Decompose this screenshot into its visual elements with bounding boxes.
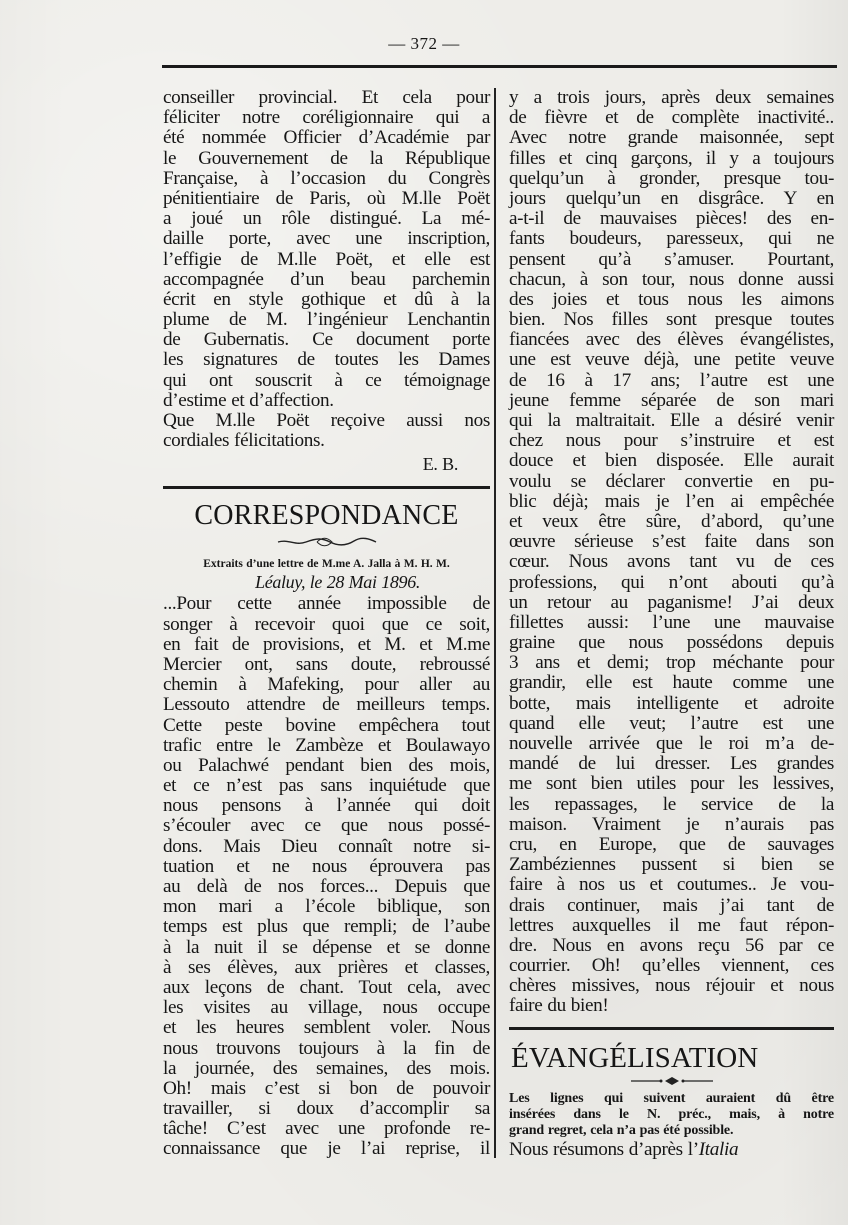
text-line: et veux être sûre, d’abord, qu’une xyxy=(509,510,834,532)
text-line: tâche! C’est avec une profonde re- xyxy=(163,1118,490,1140)
text-line: le Gouvernement de la République xyxy=(163,147,490,169)
text-line: été nommée Officier d’Académie par xyxy=(163,127,490,149)
text-line: chacun, à son tour, nous donne aussi xyxy=(509,268,834,290)
text-line: 3 ans et demi; trop méchante pour xyxy=(509,652,834,674)
text-line: cru, en Europe, que de sauvages xyxy=(509,833,834,855)
text-line: œuvre sérieuse s’est faite dans son xyxy=(509,531,834,553)
text-line: mandé de lui dresser. Les grandes xyxy=(509,753,834,775)
text-line: faire à nos us et coutumes.. Je vou- xyxy=(509,874,834,896)
text-line: grandir, elle est haute comme une xyxy=(509,672,834,694)
text-line: plume de M. l’ingénieur Lenchantin xyxy=(163,309,490,331)
text-line: au delà de nos forces... Depuis que xyxy=(163,876,490,897)
text-line: nous pensons à l’année qui doit xyxy=(163,795,490,817)
editor-note-line: insérées dans le N. préc., mais, à notre xyxy=(509,1106,834,1122)
text-line: a-t-il de mauvaises pièces! des en- xyxy=(509,208,834,230)
text-line: Avec notre grande maisonnée, sept xyxy=(509,127,834,149)
text-line: accompagnée d’un beau parchemin xyxy=(163,268,490,290)
column-divider xyxy=(494,88,496,1158)
text-line: une est veuve déjà, une petite veuve xyxy=(509,349,834,371)
text-line: cœur. Nous avons tant vu de ces xyxy=(509,551,834,573)
text-line: des joies et tous nous les aimons xyxy=(509,288,834,310)
text-line: chemin à Mafeking, pour aller au xyxy=(163,674,490,696)
text-line: qui la maltraitait. Elle a désiré venir xyxy=(509,410,834,431)
text-line: nouvelle arrivée que le roi m’a de- xyxy=(509,733,834,754)
text-line: chez nous pour s’instruire et est xyxy=(509,430,834,452)
left-opening-article xyxy=(163,88,490,478)
text-line: Zambéziennes pussent si bien se xyxy=(509,854,834,876)
text-line xyxy=(509,1140,834,1160)
text-line: dons. Mais Dieu connaît notre si- xyxy=(163,835,490,857)
text-line: tuation et ne nous éprouvera pas xyxy=(163,855,490,877)
text-line: pensent qu’à s’amuser. Pourtant, xyxy=(509,248,834,270)
text-line: les signatures de toutes les Dames xyxy=(163,349,490,371)
text-line: douce et bien disposée. Elle aurait xyxy=(509,450,834,472)
text-line: écrit en style gothique et dû à la xyxy=(163,288,490,310)
top-horizontal-rule xyxy=(162,65,837,68)
text-line: Cette peste bovine empêchera tout xyxy=(163,714,490,736)
text-line: Oh! mais c’est si bon de pouvoir xyxy=(163,1077,490,1099)
text-line: connaissance que je l’ai reprise, il xyxy=(163,1138,490,1160)
section-title: CORRESPONDANCE xyxy=(194,500,459,532)
text-line: blic déjà; mais je l’en ai empêchée xyxy=(509,490,834,512)
text-line: professions, qui n’ont abouti qu’à xyxy=(509,571,834,593)
text-line: Que M.lle Poët reçoive aussi nos xyxy=(163,410,490,431)
text-line: temps est plus que rempli; de l’aube xyxy=(163,916,490,938)
text-line: en fait de provisions, et M. et M.me xyxy=(163,633,490,655)
text-line: Mercier ont, sans doute, rebroussé xyxy=(163,653,490,675)
editor-note-line: Les lignes qui suivent auraient dû être xyxy=(509,1090,834,1106)
text-line: conseiller provincial. Et cela pour xyxy=(163,87,490,108)
text-line: fiancées avec des élèves évangélistes, xyxy=(509,329,834,351)
letter-body xyxy=(163,594,490,1159)
editor-note-line: grand regret, cela n’a pas été possible. xyxy=(509,1123,734,1139)
text-line: les repassages, le service de la xyxy=(509,793,834,815)
text-line: mon mari a l’école biblique, son xyxy=(163,896,490,918)
text-line: voulu se déclarer convertie en pu- xyxy=(509,470,834,492)
final-line-text: Nous résumons d’après l’ xyxy=(509,1138,699,1160)
text-line: fants boudeurs, paresseux, qui ne xyxy=(509,228,834,250)
text-line: à ses élèves, aux prières et classes, xyxy=(163,956,490,978)
text-line: Française, à l’occasion du Congrès xyxy=(163,167,490,189)
text-line: cordiales félicitations. xyxy=(163,430,325,452)
text-line: quelqu’un à gronder, presque tou- xyxy=(509,167,834,189)
text-line: aux leçons de chant. Tout cela, avec xyxy=(163,976,490,998)
text-line: graine que nous possédons depuis xyxy=(509,632,834,654)
text-line: à la nuit il se dépense et se donne xyxy=(163,936,490,958)
text-line: et ce n’est pas sans inquiétude que xyxy=(163,775,490,797)
text-line: nous trouvons toujours à la fin de xyxy=(163,1037,490,1059)
text-line: de Gubernatis. Ce document porte xyxy=(163,329,490,351)
page-number: — 372 — xyxy=(388,34,460,53)
section-title: ÉVANGÉLISATION xyxy=(511,1041,759,1074)
text-line: jeune femme séparée de son mari xyxy=(509,389,834,411)
text-line: et les heures semblent voler. Nous xyxy=(163,1017,490,1039)
text-line: s’écouler avec ce que nous possé- xyxy=(163,815,490,837)
correspondence-section xyxy=(163,501,490,1159)
section-divider xyxy=(509,1027,834,1030)
text-line: un retour au paganisme! J’ai deux xyxy=(509,591,834,613)
text-line: travailler, si doux d’accomplir sa xyxy=(163,1098,490,1120)
text-line: drais continuer, mais j’ai tant de xyxy=(509,894,834,916)
text-line: féliciter notre coréligionnaire qui a xyxy=(163,107,490,129)
text-line: maison. Vraiment je n’aurais pas xyxy=(509,813,834,835)
text-line: faire du bien! xyxy=(509,995,609,1017)
text-line: de fièvre et de complète inactivité.. xyxy=(509,107,834,129)
left-column xyxy=(163,88,490,1160)
text-line: trafic entre le Zambèze et Boulawayo xyxy=(163,734,490,756)
text-line: dre. Nous en avons reçu 56 par ce xyxy=(509,934,834,956)
text-line: de 16 à 17 ans; l’autre est une xyxy=(509,369,834,391)
text-line: daille porte, avec une inscription, xyxy=(163,228,490,250)
text-line: la journée, des semaines, des mois. xyxy=(163,1057,490,1079)
text-line: Lessouto attendre de meilleurs temps. xyxy=(163,694,490,716)
flourish-ornament-icon xyxy=(272,534,382,548)
right-column xyxy=(509,88,834,1160)
letter-continuation xyxy=(509,88,834,1017)
text-line: me sont bien utiles pour les lessives, xyxy=(509,773,834,795)
text-line: l’effigie de M.lle Poët, et elle est xyxy=(163,248,490,270)
italia-title: Italia xyxy=(698,1138,739,1160)
text-line: filles et cinq garçons, il y a toujours xyxy=(509,147,834,169)
text-line: jours quelqu’un en disgrâce. Y en xyxy=(509,187,834,209)
text-line: a joué un rôle distingué. La mé- xyxy=(163,208,490,230)
article-signature: E. B. xyxy=(422,454,458,475)
text-line: qui ont souscrit à ce témoignage xyxy=(163,369,490,391)
text-line: botte, mais intelligente et adroite xyxy=(509,692,834,714)
text-line: lettres auxquelles il me faut répon- xyxy=(509,914,834,936)
text-line: bien. Nos filles sont presque toutes xyxy=(509,309,834,331)
evangelisation-section xyxy=(509,1043,834,1160)
text-line: ou Palachwé pendant bien des mois, xyxy=(163,754,490,776)
extract-note: Extraits d’une lettre de M.me A. Jalla à M. H. M. xyxy=(203,558,450,571)
text-line: pénitientiaire de Paris, où M.lle Poët xyxy=(163,187,490,209)
text-line: d’estime et d’affection. xyxy=(163,389,334,411)
text-line: quand elle veut; l’autre est une xyxy=(509,712,834,734)
small-ornament-icon xyxy=(627,1075,717,1087)
text-line: y a trois jours, après deux semaines xyxy=(509,87,834,108)
text-line: courrier. Oh! qu’elles viennent, ces xyxy=(509,955,834,977)
text-line: ...Pour cette année impossible de xyxy=(163,593,490,615)
section-divider xyxy=(163,486,490,489)
letter-dateline: Léaluy, le 28 Mai 1896. xyxy=(255,572,420,593)
text-line: chères missives, nous réjouir et nous xyxy=(509,975,834,997)
text-line: fillettes aussi: l’une une mauvaise xyxy=(509,611,834,633)
text-line: songer à recevoir quoi que ce soit, xyxy=(163,613,490,635)
text-line: les visites au village, nous occupe xyxy=(163,997,490,1019)
